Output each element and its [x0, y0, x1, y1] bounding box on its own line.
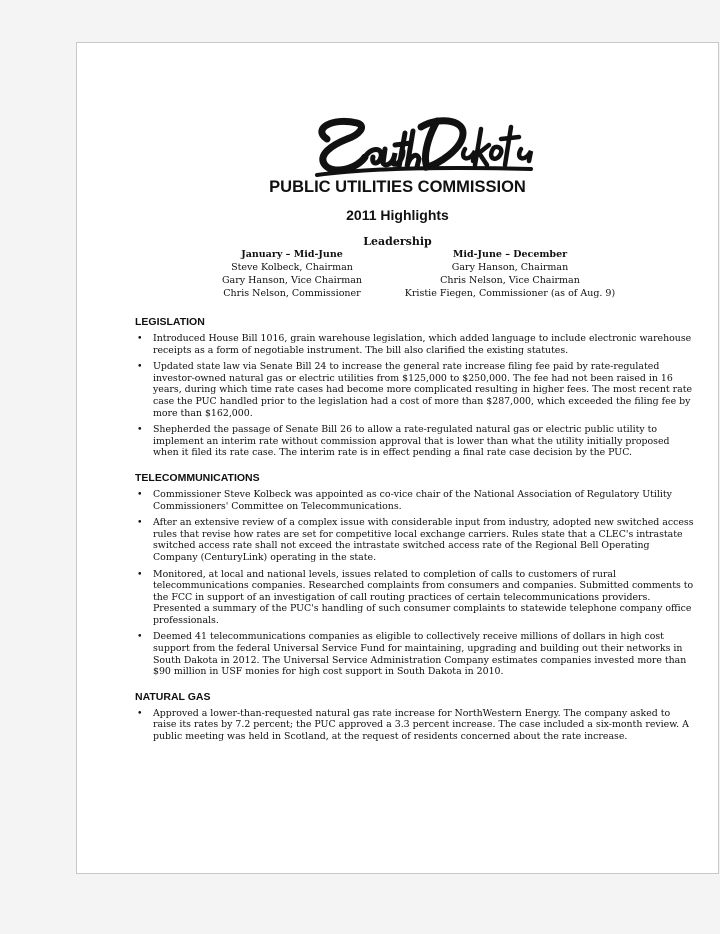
list-item [135, 517, 695, 563]
list-item-text: Commissioner Steve Kolbeck was appointed as co-vice chair of the National Association of Regulatory Utility Commissioners' Committee on Telecommunications. [153, 488, 672, 512]
bullet-icon: • [137, 488, 143, 500]
bullet-icon: • [137, 631, 143, 643]
document-page [76, 42, 719, 874]
section-heading-natural-gas: NATURAL GAS [135, 690, 211, 703]
list-item [135, 708, 695, 743]
list-item [135, 424, 695, 459]
list-item-text: Monitored, at local and national levels, issues related to completion of calls to customers of rural telecommunications companies. Researched complaints from consumers and companies. Submitted comments to the FCC in support of an investigation of call routing practices of certain telecommunications providers. Presented a summary of the PUC's handling of such consumer complaints to statewide telephone company office professionals. [153, 568, 694, 626]
leadership-period: Mid-June – December [452, 249, 568, 260]
report-title: 2011 Highlights [346, 207, 449, 223]
list-item [135, 569, 695, 627]
bullet-icon: • [137, 568, 143, 580]
telecommunications-list [135, 489, 695, 678]
bullet-icon: • [137, 707, 143, 719]
list-item-text: Introduced House Bill 1016, grain warehouse legislation, which added language to include electronic warehouse receipts as a form of negotiable instrument. The bill also clarified the existing statutes. [153, 333, 692, 356]
section-heading-telecommunications: TELECOMMUNICATIONS [135, 471, 260, 484]
leadership-member: Chris Nelson, Vice Chairman [440, 275, 580, 286]
legislation-list [135, 333, 695, 459]
leadership-member: Gary Hanson, Chairman [451, 262, 569, 273]
highlights-content [135, 316, 695, 756]
state-script-logo [287, 109, 537, 181]
list-item [135, 333, 695, 356]
list-item-text: Updated state law via Senate Bill 24 to increase the general rate increase filing fee paid by rate-regulated investor-owned natural gas or electric utilities from $125,000 to $250,000. The fee had not been raised in 16 years, during which time rate cases had become more complicated resulting in higher fees. The most recent rate case the PUC handled prior to the legislation had a cost of more than $287,000, which exceeded the filing fee by more than $162,000. [153, 361, 693, 419]
list-item [135, 631, 695, 677]
bullet-icon: • [137, 333, 143, 344]
list-item [135, 489, 695, 512]
list-item [135, 361, 695, 419]
leadership-member: Steve Kolbeck, Chairman [231, 262, 353, 273]
leadership-period: January – Mid-June [241, 249, 343, 260]
bullet-icon: • [137, 361, 143, 373]
list-item-text: Deemed 41 telecommunications companies as eligible to collectively receive millions of dollars in high cost support from the federal Universal Service Fund for maintaining, upgrading and building out their networks in South Dakota in 2012. The Universal Service Administration Company estimates companies invested more than $90 million in USF monies for high cost support in South Dakota in 2010. [153, 631, 687, 678]
leadership-column-right [395, 248, 625, 300]
org-name: PUBLIC UTILITIES COMMISSION [269, 178, 526, 196]
leadership-member: Kristie Fiegen, Commissioner (as of Aug. 9) [404, 288, 616, 299]
leadership-column-left [207, 248, 377, 300]
list-item-text: Shepherded the passage of Senate Bill 26 to allow a rate-regulated natural gas or electric public utility to implement an interim rate without commission approval that is lower than what the utility initially proposed when it filed its rate case. The interim rate is in effect pending a final rate case decision by the PUC. [153, 424, 670, 459]
bullet-icon: • [137, 424, 143, 436]
natural-gas-list [135, 708, 695, 743]
list-item-text: After an extensive review of a complex issue with considerable input from industry, adopted new switched access rules that revise how rates are set for competitive local exchange carriers. Rules state that a CLEC's intrastate switched access rate shall not exceed the intrastate switched access rate of the Regional Bell Operating Company (CenturyLink) operating in the state. [153, 517, 694, 563]
leadership-title: Leadership [363, 235, 432, 248]
section-heading-legislation: LEGISLATION [135, 316, 205, 328]
leadership-member: Gary Hanson, Vice Chairman [221, 275, 363, 286]
leadership-member: Chris Nelson, Commissioner [223, 288, 361, 299]
list-item-text: Approved a lower-than-requested natural gas rate increase for NorthWestern Energy. The company asked to raise its rates by 7.2 percent; the PUC approved a 3.3 percent increase. The case included a six-month review. A public meeting was held in Scotland, at the request of residents concerned about the rate increase. [153, 707, 689, 743]
bullet-icon: • [137, 517, 143, 529]
